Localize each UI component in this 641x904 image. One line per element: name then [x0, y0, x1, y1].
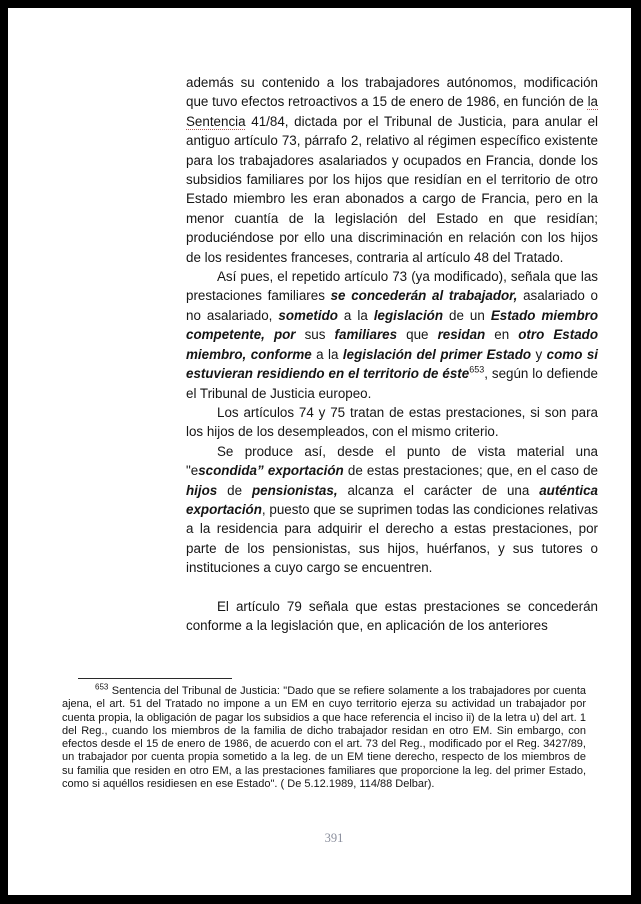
text-run: a la: [311, 346, 343, 362]
text-run: , según lo defiende el Tribunal de Justicia europeo.: [186, 366, 598, 401]
page-sheet: [8, 8, 631, 895]
text-run: hijos: [186, 482, 218, 498]
text-run: sometido: [278, 307, 338, 323]
body-text-block: [186, 73, 598, 636]
text-run: se concederán al trabajador,: [330, 288, 518, 304]
text-run: otro Estado miembro, conforme: [186, 327, 598, 362]
text-run: de estas prestaciones; que, en el caso de: [343, 463, 599, 479]
text-run: de un: [443, 307, 491, 323]
paragraph: [186, 597, 598, 636]
page-number: 391: [324, 831, 344, 845]
text-run: la Sentencia: [186, 94, 598, 129]
text-run: familiares: [334, 327, 398, 343]
footnote-reference-superscript: 653: [469, 364, 485, 375]
text-run: legislación: [373, 307, 444, 323]
text-run: y: [531, 346, 547, 362]
text-run: asalariado o no asalariado,: [186, 288, 598, 323]
text-run: Se produce así, desde el punto de vista material una "e: [186, 443, 598, 479]
footnote-block: [62, 682, 586, 791]
text-run: Estado miembro competente, por: [186, 307, 599, 343]
text-run: legislación del primer Estado: [342, 346, 532, 362]
text-run: como si estuvieran residiendo en el territorio de éste: [186, 346, 598, 382]
text-run: Sentencia del Tribunal de Justicia: "Dado que se refiere solamente a los trabajadores por cuenta ajena, el art. 51 del Tratado no impone a un EM en cuyo territorio ejerza su actividad un trabajador por cuenta propia, la obligación de pagar los subsidios a que hace referencia el inciso ii) de la letra u) del art. 1 del Reg., cuando los miembros de la familia de dicho trabajador residan en otro EM. Sin embargo, con efectos desde el 15 de enero de 1986, de acuerdo con el art. 73 del Reg., modificado por el Reg. 3427/89, un trabajador por cuenta propia sometido a la leg. de un EM tiene derecho, respecto de los miembros de su familia que residen en otro EM, a las prestaciones familiares que proporcione la leg. del primer Estado, como si aquéllos residiesen en ese Estado". ( De 5.12.1989, 114/88 Delbar).: [62, 685, 586, 791]
text-run: residan: [437, 327, 486, 343]
text-run: auténtica exportación: [186, 482, 598, 517]
text-run: 41/84, dictada por el Tribunal de Justicia, para anular el antiguo artículo 73, párrafo 2, relativo al régimen específico existente para los trabajadores asalariados y ocupados en Francia, donde los subsidios familiares por los hijos que residían en el territorio de otro Estado miembro les eran abonados a cargo de Francia, pero en la menor cuantía de la legislación del Estado en que residían; produciéndose por ello una discriminación en relación con los hijos de los residentes franceses, contraria al artículo 48 del Tratado.: [186, 113, 598, 265]
text-run: El artículo 79 señala que estas prestaciones se concederán conforme a la legislación que, en aplicación de los anteriores: [186, 598, 598, 634]
text-run: scondida” exportación: [198, 463, 344, 479]
text-run: Los artículos 74 y 75 tratan de estas prestaciones, si son para los hijos de los desempleados, con el mismo criterio.: [186, 404, 598, 440]
text-run: , puesto que se suprimen todas las condiciones relativas a la residencia para adquirir el derecho a estas prestaciones, por parte de los pensionistas, sus hijos, huérfanos, y sus tutores o instituciones a cuyo cargo se encuentren.: [186, 501, 598, 576]
paragraph: [186, 73, 598, 267]
text-run: Así pues, el repetido artículo 73 (ya modificado), señala que las prestaciones familiares: [186, 269, 598, 304]
text-run: en: [485, 327, 519, 343]
text-run: alcanza el carácter de una: [337, 482, 540, 498]
text-run: pensionistas,: [251, 482, 338, 498]
footnote-reference-superscript: 653: [95, 682, 109, 692]
paragraph: [186, 403, 598, 442]
text-run: a la: [337, 307, 374, 323]
text-run: de: [217, 482, 252, 498]
text-run: además su contenido a los trabajadores autónomos, modificación que tuvo efectos retroactivos a 15 de enero de 1986, en función de: [186, 75, 598, 110]
text-run: sus: [295, 327, 335, 343]
footnote-separator-rule: [78, 678, 232, 679]
text-run: que: [397, 327, 438, 343]
paragraph: [186, 267, 598, 403]
paragraph: [186, 442, 598, 578]
